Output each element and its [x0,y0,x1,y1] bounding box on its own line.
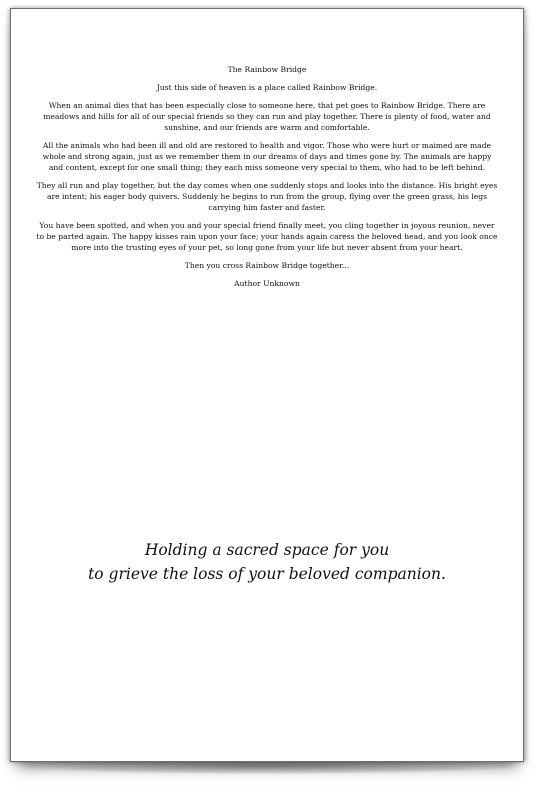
poem-paragraph-2: When an animal dies that has been especially close to someone here, that pet goes to Rainbow Bridge. There are meadows and hills for all of our special friends so they can run and play together. There is plenty of food, water and sunshine, and our friends are warm and comfortable. [43,101,491,132]
tagline-line-1: Holding a sacred space for you [144,541,390,559]
poem-block [36,64,498,296]
poem-paragraph-4: They all run and play together, but the day comes when one suddenly stops and looks into the distance. His bright eyes are intent; his eager body quivers. Suddenly he begins to run from the group, flying over the green grass, his legs carrying him faster and faster. [36,181,498,212]
tagline [20,538,514,586]
poem-closing-line: Then you cross Rainbow Bridge together... [184,261,350,270]
poem-paragraph-3: All the animals who had been ill and old are restored to health and vigor. Those who were hurt or maimed are made whole and strong again, just as we remember them in our dreams of days and times gone by. The animals are happy and content, except for one small thing; they each miss someone very special to them, who had to be left behind. [42,141,492,172]
poem-author: Author Unknown [234,279,300,288]
tagline-line-2: to grieve the loss of your beloved companion. [88,565,446,583]
poem-paragraph-5: You have been spotted, and when you and your special friend finally meet, you cling together in joyous reunion, never to be parted again. The happy kisses rain upon your face; your hands again caress the beloved head, and you look once more into the trusting eyes of your pet, so long gone from your life but never absent from your heart. [36,221,498,252]
poem-paragraph-1: Just this side of heaven is a place called Rainbow Bridge. [156,83,378,92]
poem-title: The Rainbow Bridge [227,65,307,74]
